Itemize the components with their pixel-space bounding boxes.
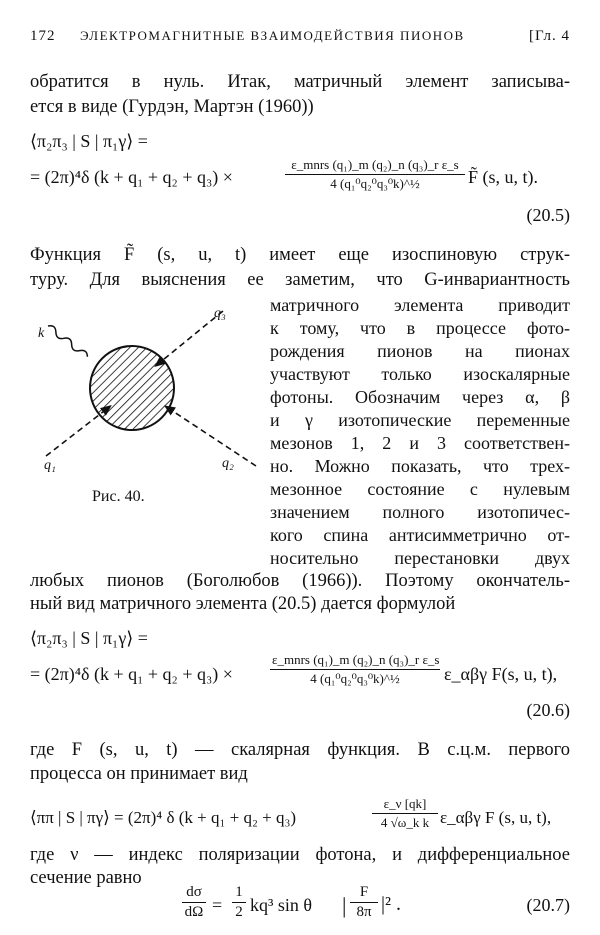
- figure-caption: Рис. 40.: [92, 488, 145, 505]
- equation-rhs-start: = (2π)⁴δ (k + q₁ + q₂ + q₃) ×: [30, 664, 233, 684]
- text-line: туру. Для выяснения ее заметим, что G-инвариантность: [30, 270, 570, 290]
- pion-line-q2: [168, 408, 256, 466]
- text-line: мезонное состояние с нулевым: [270, 479, 570, 499]
- text-line: и γ изотопические переменные: [270, 410, 570, 430]
- fraction-numerator: ε_mnrs (q₁)_m (q₂)_n (q₃)_r ε_s: [270, 652, 440, 670]
- fraction-denominator: 2: [235, 904, 243, 920]
- equation-end: |² .: [381, 893, 401, 915]
- equation-fraction: [270, 652, 440, 687]
- equation-number: (20.6): [526, 700, 570, 720]
- equation-fraction: [350, 884, 378, 921]
- fraction-numerator: ε_mnrs (q₁)_m (q₂)_n (q₃)_r ε_s: [285, 157, 465, 175]
- text-line: обратится в нуль. Итак, матричный элемент записыва-: [30, 72, 570, 92]
- text-line: мезонов 1, 2 и 3 соответствен-: [270, 433, 570, 453]
- abs-bar-left: |: [342, 893, 347, 918]
- text-line: Функция F̃ (s, u, t) имеет еще изоспиновую струк-: [30, 245, 570, 265]
- equation-rhs-start: = (2π)⁴δ (k + q₁ + q₂ + q₃) ×: [30, 167, 233, 187]
- text-line: но. Можно показать, что трех-: [270, 456, 570, 476]
- equation-number: (20.5): [526, 205, 570, 225]
- fraction-denominator: dΩ: [184, 904, 204, 920]
- fraction-numerator: 1: [232, 884, 246, 903]
- running-title: ЭЛЕКТРОМАГНИТНЫЕ ВЗАИМОДЕЙСТВИЯ ПИОНОВ: [80, 28, 465, 43]
- label-q3: q₃: [214, 306, 226, 321]
- text-line: кого спина антисимметрично от-: [270, 525, 570, 545]
- equation-equals: =: [212, 895, 223, 915]
- equation-fraction: [232, 884, 246, 921]
- equation-number: (20.7): [526, 895, 570, 915]
- text-line: носительно перестановки двух: [270, 548, 570, 568]
- fraction-denominator: 8π: [356, 904, 372, 920]
- fraction-denominator: 4 √ω_k k: [380, 815, 430, 830]
- fraction-denominator: 4 (q₁⁰q₂⁰q₃⁰k)^½: [310, 671, 400, 686]
- label-q2: q₂: [222, 456, 234, 471]
- interaction-blob: [90, 346, 174, 430]
- equation-rhs-end: ε_αβγ F (s, u, t),: [440, 808, 552, 827]
- page-number: 172: [30, 28, 56, 44]
- text-line: матричного элемента приводит: [270, 295, 570, 315]
- photon-line-k: [46, 324, 89, 360]
- text-line: фотоны. Обозначим через α, β: [270, 387, 570, 407]
- label-k: k: [38, 326, 45, 341]
- equation-lhs: ⟨π₂π₃ | S | π₁γ⟩ =: [30, 628, 148, 648]
- equation-lhs: ⟨π₂π₃ | S | π₁γ⟩ =: [30, 131, 148, 151]
- equation-fraction: [182, 884, 206, 921]
- text-line: значением полного изотопичес-: [270, 502, 570, 522]
- text-line: любых пионов (Боголюбов (1966)). Поэтому окончатель-: [30, 571, 570, 591]
- label-q1: q₁: [44, 458, 56, 473]
- equation-middle: kq³ sin θ: [250, 895, 313, 915]
- equation-rhs-end: ε_αβγ F(s, u, t),: [444, 664, 558, 684]
- text-line: участвуют только изоскалярные: [270, 364, 570, 384]
- equation-rhs-end: F̃ (s, u, t).: [468, 167, 539, 187]
- text-line: ный вид матричного элемента (20.5) дается формулой: [30, 594, 456, 614]
- fraction-numerator: F: [350, 884, 378, 903]
- text-line: где F (s, u, t) — скалярная функция. В с.ц.м. первого: [30, 740, 570, 760]
- equation-fraction: [285, 157, 465, 192]
- text-line: ется в виде (Гурдэн, Мартэн (1960)): [30, 97, 314, 117]
- fraction-numerator: ε_ν [qk]: [372, 796, 438, 814]
- equation-lhs: ⟨ππ | S | πγ⟩ = (2π)⁴ δ (k + q₁ + q₂ + q₃): [30, 808, 297, 827]
- chapter-label: [Гл. 4: [528, 28, 570, 44]
- fraction-numerator: dσ: [182, 884, 206, 903]
- equation-fraction: [372, 796, 438, 831]
- text-line: где ν — индекс поляризации фотона, и дифференциальное: [30, 845, 570, 865]
- text-line: сечение равно: [30, 868, 142, 888]
- text-line: рождения пионов на пионах: [270, 341, 570, 361]
- text-line: процесса он принимает вид: [30, 764, 248, 784]
- text-line: к тому, что в процессе фото-: [270, 318, 570, 338]
- fraction-denominator: 4 (q₁⁰q₂⁰q₃⁰k)^½: [330, 176, 420, 191]
